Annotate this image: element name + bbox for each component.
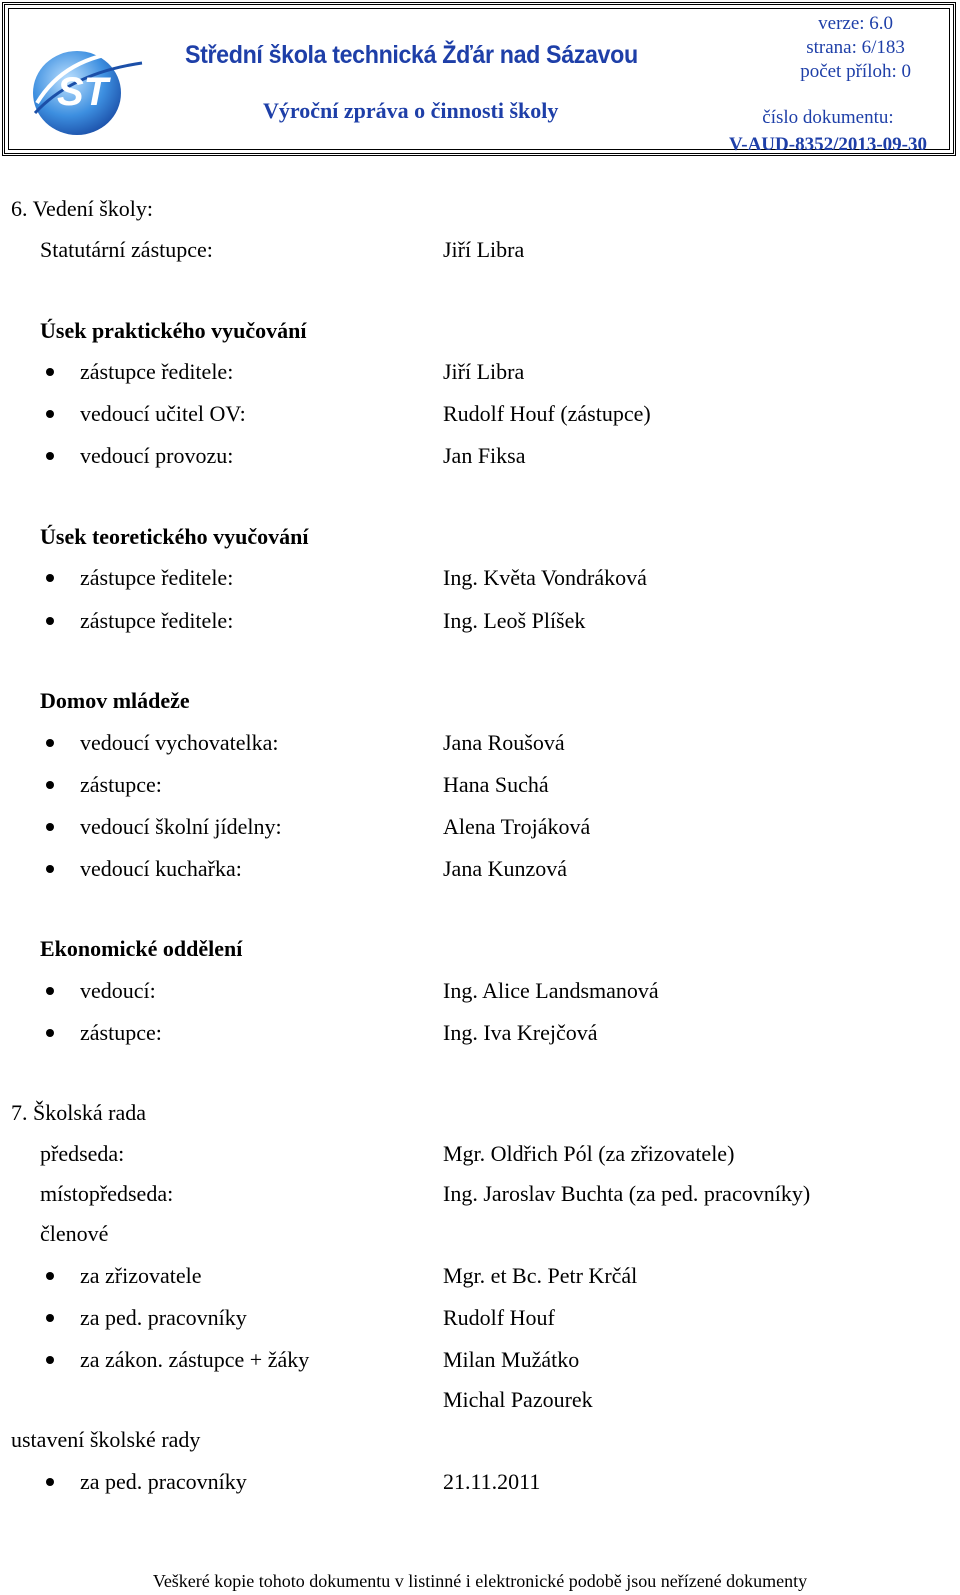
row-label: vedoucí:	[80, 978, 156, 1003]
establishment-row-value: 21.11.2011	[443, 1469, 541, 1494]
school-logo-icon	[27, 33, 147, 145]
chair-label: předseda:	[40, 1141, 125, 1166]
bullet	[46, 452, 54, 460]
row-label: zástupce ředitele:	[80, 565, 234, 590]
row-label: vedoucí provozu:	[80, 443, 234, 468]
row-label: zástupce ředitele:	[80, 608, 234, 633]
statutory-label: Statutární zástupce:	[40, 237, 213, 262]
bullet	[46, 987, 54, 995]
row-label: vedoucí školní jídelny:	[80, 814, 282, 839]
extra-member-value: Michal Pazourek	[443, 1387, 593, 1412]
group-title: Domov mládeže	[40, 688, 190, 713]
vice-chair-label: místopředseda:	[40, 1181, 174, 1206]
row-label: zástupce:	[80, 772, 162, 797]
document-header	[2, 2, 956, 156]
row-value: Ing. Leoš Plíšek	[443, 608, 586, 633]
bullet	[46, 739, 54, 747]
row-value: Hana Suchá	[443, 772, 549, 797]
row-value: Ing. Iva Krejčová	[443, 1020, 598, 1045]
attachment-count: počet příloh: 0	[800, 61, 911, 82]
bullet	[46, 1356, 54, 1364]
group-title: Úsek praktického vyučování	[40, 318, 307, 343]
establishment-label: ustavení školské rady	[11, 1427, 201, 1452]
section-7-heading: 7. Školská rada	[11, 1100, 147, 1125]
svg-text:ST: ST	[57, 70, 109, 114]
row-label: vedoucí učitel OV:	[80, 401, 246, 426]
bullet	[46, 865, 54, 873]
row-value: Alena Trojáková	[443, 814, 591, 839]
row-value: Jan Fiksa	[443, 443, 526, 468]
document-number-value: V-AUD-8352/2013-09-30	[728, 134, 927, 155]
report-title: Výroční zpráva o činnosti školy	[263, 98, 559, 123]
document-meta	[800, 12, 911, 84]
row-label: zástupce:	[80, 1020, 162, 1045]
school-name: Střední škola technická Žďár nad Sázavou	[185, 41, 638, 69]
member-label: za zřizovatele	[80, 1263, 202, 1288]
member-value: Rudolf Houf	[443, 1305, 555, 1330]
group-title: Ekonomické oddělení	[40, 936, 243, 961]
row-value: Jana Kunzová	[443, 856, 568, 881]
statutory-value: Jiří Libra	[443, 237, 525, 262]
bullet	[46, 781, 54, 789]
row-value: Rudolf Houf (zástupce)	[443, 401, 651, 426]
establishment-row-label: za ped. pracovníky	[80, 1469, 247, 1494]
members-label: členové	[40, 1221, 109, 1246]
document-footer: Veškeré kopie tohoto dokumentu v listinné i elektronické podobě jsou neřízené dokumenty	[152, 1571, 808, 1591]
bullet	[46, 823, 54, 831]
member-label: za ped. pracovníky	[80, 1305, 247, 1330]
bullet	[46, 1314, 54, 1322]
bullet	[46, 1478, 54, 1486]
page-number: strana: 6/183	[806, 37, 905, 58]
member-value: Mgr. et Bc. Petr Krčál	[443, 1263, 638, 1288]
bullet	[46, 410, 54, 418]
version: verze: 6.0	[818, 13, 894, 34]
vice-chair-value: Ing. Jaroslav Buchta (za ped. pracovníky)	[443, 1181, 811, 1206]
row-value: Jana Roušová	[443, 730, 565, 755]
row-value: Jiří Libra	[443, 359, 525, 384]
bullet	[46, 1029, 54, 1037]
bullet	[46, 1272, 54, 1280]
row-label: vedoucí vychovatelka:	[80, 730, 279, 755]
row-label: zástupce ředitele:	[80, 359, 234, 384]
document-number	[729, 104, 927, 158]
row-value: Ing. Květa Vondráková	[443, 565, 647, 590]
row-value: Ing. Alice Landsmanová	[443, 978, 659, 1003]
member-value: Milan Mužátko	[443, 1347, 580, 1372]
bullet	[46, 574, 54, 582]
chair-value: Mgr. Oldřich Pól (za zřizovatele)	[443, 1141, 735, 1166]
bullet	[46, 368, 54, 376]
member-label: za zákon. zástupce + žáky	[80, 1347, 310, 1372]
section-6-heading: 6. Vedení školy:	[11, 196, 153, 221]
row-label: vedoucí kuchařka:	[80, 856, 242, 881]
bullet	[46, 617, 54, 625]
group-title: Úsek teoretického vyučování	[40, 524, 309, 549]
document-number-label: číslo dokumentu:	[762, 107, 894, 128]
